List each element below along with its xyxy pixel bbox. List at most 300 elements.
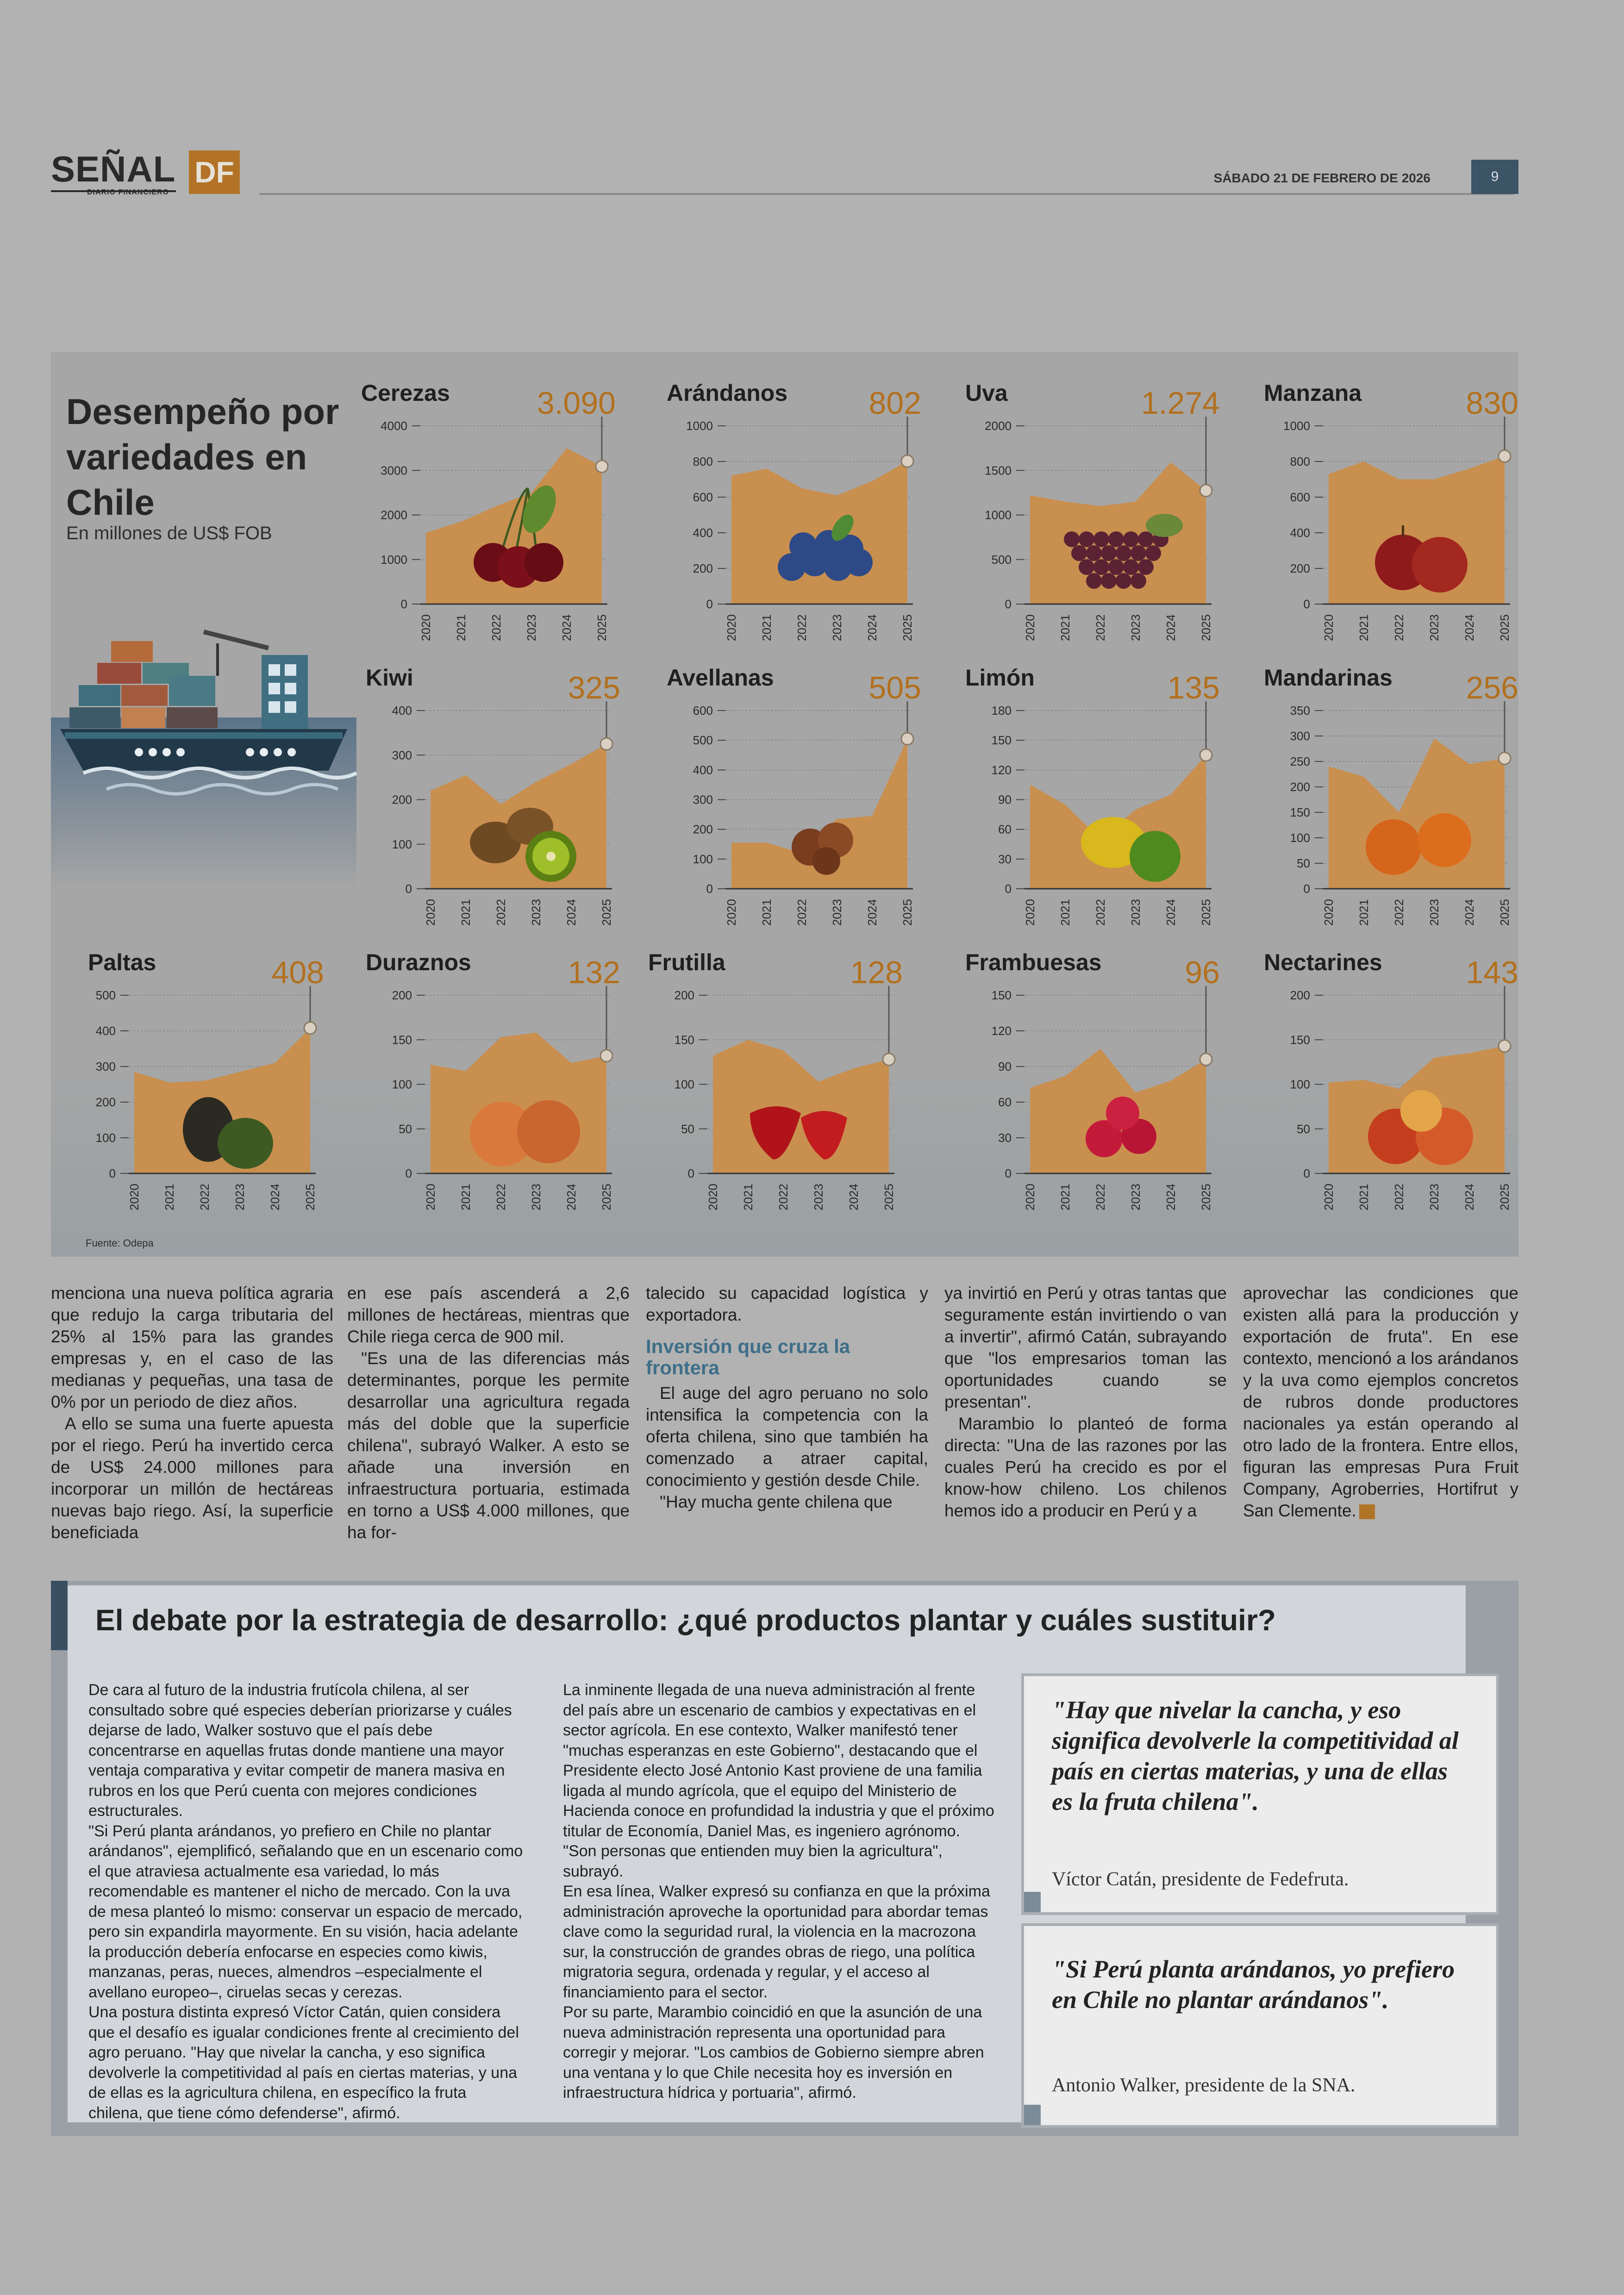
grape	[1108, 531, 1124, 547]
y-tick-label: 120	[991, 1024, 1012, 1038]
x-tick-label: 2022	[1392, 899, 1406, 926]
last-value-label: 3.090	[537, 386, 616, 421]
x-tick-label: 2024	[560, 614, 574, 641]
x-tick-label: 2024	[1462, 899, 1476, 926]
y-tick-label: 30	[998, 1131, 1012, 1145]
chart-frambuesas[interactable]	[965, 949, 1262, 1231]
x-tick-label: 2023	[529, 899, 543, 926]
y-tick-label: 100	[95, 1131, 116, 1145]
chart-title: Mandarinas	[1264, 665, 1393, 691]
y-tick-label: 600	[693, 704, 713, 717]
grape	[1131, 545, 1146, 561]
chart-svg	[366, 949, 662, 1231]
x-tick-label: 2024	[564, 1184, 578, 1210]
y-tick-label: 0	[1005, 1166, 1012, 1180]
x-tick-label: 2022	[776, 1184, 790, 1210]
quote-text: "Si Perú planta arándanos, yo prefiero en Chile no plantar arándanos".	[1052, 1955, 1455, 2014]
y-tick-label: 150	[991, 988, 1012, 1002]
y-tick-label: 0	[1303, 1166, 1310, 1180]
article-column-3	[646, 1282, 928, 1513]
chart-arandanos[interactable]	[667, 380, 963, 662]
y-tick-label: 250	[1290, 755, 1310, 768]
y-tick-label: 3000	[381, 463, 407, 478]
chart-limon[interactable]	[965, 664, 1262, 947]
x-tick-label: 2023	[830, 614, 844, 641]
y-tick-label: 200	[1290, 561, 1310, 575]
paragraph: Marambio lo planteó de forma directa: "Una de las razones por las cuales Perú ha crecido es por el know-how chileno. Los chilenos hemos ido a producir en Perú y a	[944, 1414, 1227, 1520]
last-value-marker[interactable]	[1499, 1040, 1511, 1052]
debate-box	[51, 1581, 1518, 2136]
peach	[517, 1100, 580, 1163]
chart-svg	[361, 380, 657, 662]
y-tick-label: 100	[693, 852, 713, 866]
chart-nectarines[interactable]	[1264, 949, 1560, 1231]
y-tick-label: 100	[674, 1077, 694, 1091]
debate-flag	[51, 1581, 68, 1650]
x-tick-label: 2020	[424, 1184, 437, 1210]
y-tick-label: 0	[687, 1166, 694, 1180]
x-tick-label: 2024	[1164, 1184, 1178, 1210]
avocado	[218, 1118, 273, 1169]
grape	[1093, 559, 1109, 575]
y-tick-label: 100	[1290, 1077, 1310, 1091]
chart-title: Avellanas	[667, 665, 774, 691]
last-value-marker[interactable]	[1499, 752, 1511, 764]
x-tick-label: 2021	[1058, 614, 1072, 641]
chart-svg	[366, 664, 662, 947]
paragraph-text: aprovechar las condiciones que existen allá para la producción y exportación de fruta". En ese contexto, mencionó a los arándanos y la uva como ejemplos concretos de rubros donde productores nacionales ya están operando al otro lado de la frontera. Entre ellos, figuran las empresas Pura Fruit Company, Agroberries, Hortifrut y San Clemente.	[1243, 1284, 1518, 1520]
blueberry	[789, 532, 817, 560]
chart-title: Frambuesas	[965, 949, 1102, 975]
x-tick-label: 2022	[494, 899, 508, 926]
apple-stem	[1402, 525, 1404, 537]
logo-text: SEÑAL	[51, 149, 176, 189]
x-tick-label: 2025	[1199, 899, 1213, 926]
x-tick-label: 2021	[459, 899, 473, 926]
grape	[1138, 559, 1154, 575]
x-tick-label: 2024	[865, 614, 879, 641]
x-tick-label: 2021	[1357, 1184, 1371, 1210]
last-value-label: 830	[1466, 386, 1518, 421]
x-tick-label: 2020	[1023, 1184, 1037, 1210]
paragraph: "Hay mucha gente chilena que	[660, 1492, 893, 1511]
chart-mandarinas[interactable]	[1264, 664, 1560, 947]
x-tick-label: 2020	[1322, 614, 1336, 641]
x-tick-label: 2024	[268, 1184, 282, 1210]
y-tick-label: 300	[392, 748, 412, 762]
chart-title: Nectarines	[1264, 949, 1382, 975]
x-tick-label: 2022	[1392, 614, 1406, 641]
y-tick-label: 2000	[985, 419, 1012, 433]
logo-badge[interactable]: DF	[189, 150, 240, 194]
y-tick-label: 800	[1290, 455, 1310, 468]
x-tick-label: 2022	[1093, 614, 1107, 641]
y-tick-label: 1500	[985, 463, 1012, 478]
x-tick-label: 2022	[1392, 1184, 1406, 1210]
y-tick-label: 200	[95, 1095, 116, 1109]
logo-subtitle: DIARIO FINANCIERO	[87, 188, 169, 196]
last-value-marker[interactable]	[600, 1050, 612, 1062]
y-tick-label: 0	[706, 597, 713, 611]
apple	[1412, 537, 1468, 592]
grape	[1116, 545, 1131, 561]
y-tick-label: 0	[405, 882, 412, 896]
chart-title: Kiwi	[366, 665, 413, 691]
area-series	[731, 461, 907, 604]
last-value-marker[interactable]	[1499, 450, 1511, 462]
last-value-marker[interactable]	[596, 461, 608, 473]
last-value-marker[interactable]	[304, 1022, 316, 1034]
x-tick-label: 2023	[1427, 1184, 1441, 1210]
x-tick-label: 2021	[1357, 614, 1371, 641]
y-tick-label: 100	[1290, 831, 1310, 845]
article-column-1	[51, 1282, 333, 1543]
y-tick-label: 100	[392, 1077, 412, 1091]
y-tick-label: 400	[95, 1024, 116, 1038]
debate-column-2	[563, 1680, 998, 2103]
y-tick-label: 1000	[686, 419, 713, 433]
x-tick-label: 2021	[1058, 899, 1072, 926]
x-tick-label: 2025	[900, 614, 914, 641]
last-value-marker[interactable]	[1200, 485, 1212, 497]
article-column-5	[1243, 1282, 1518, 1522]
quote-author: Antonio Walker, presidente de la SNA.	[1052, 2075, 1355, 2096]
y-tick-label: 60	[998, 822, 1012, 836]
y-tick-label: 180	[991, 704, 1012, 717]
y-tick-label: 4000	[381, 419, 407, 433]
last-value-label: 256	[1466, 670, 1518, 705]
mandarin	[1418, 813, 1471, 867]
grape	[1116, 573, 1131, 589]
y-tick-label: 200	[693, 561, 713, 575]
x-tick-label: 2022	[198, 1184, 212, 1210]
chart-title: Arándanos	[667, 380, 788, 406]
paragraph: De cara al futuro de la industria frutícola chilena, al ser consultado sobre qué especies deberían priorizarse y cuáles dejarse de lado, Walker sostuvo que el país debe concentrarse en aquellas frutas donde mantiene una mayor ventaja comparativa y evitar competir de manera masiva en rubros en los que Perú cuenta con mejores condiciones estructurales.	[88, 1681, 512, 1820]
grape	[1138, 531, 1154, 547]
paragraph: talecido su capacidad logística y exportadora.	[646, 1284, 928, 1324]
debate-column-1	[88, 1680, 524, 2123]
x-tick-label: 2020	[1023, 614, 1037, 641]
end-mark-icon	[1359, 1504, 1375, 1519]
cherry	[525, 543, 563, 582]
chart-title: Uva	[965, 380, 1008, 406]
chart-avellanas[interactable]	[667, 664, 963, 947]
x-tick-label: 2020	[127, 1184, 141, 1210]
x-tick-label: 2024	[1462, 1184, 1476, 1210]
y-tick-label: 30	[998, 852, 1012, 866]
x-tick-label: 2025	[900, 899, 914, 926]
x-tick-label: 2024	[847, 1184, 861, 1210]
y-tick-label: 50	[399, 1122, 412, 1136]
chart-svg	[69, 949, 366, 1231]
y-tick-label: 200	[1290, 780, 1310, 794]
chart-svg	[667, 380, 963, 662]
chart-cerezas[interactable]	[361, 380, 657, 662]
x-tick-label: 2023	[1129, 1184, 1143, 1210]
x-tick-label: 2025	[1498, 614, 1512, 641]
x-tick-label: 2024	[865, 899, 879, 926]
paragraph: "Si Perú planta arándanos, yo prefiero en Chile no plantar arándanos", ejemplificó, señalando que en un escenario como el que atraviesa actualmente esa variedad, lo más recomendable es mantener el nicho de mercado. Con la uva de mesa planteó lo mismo: conservar un espacio de mercado, pero sin expandirla mayormente. En su visión, hacia adelante la producción debería enfocarse en especies como kiwis, manzanas, peras, nueces, almendros –especialmente el avellano europeo–, ciruelas secas y cerezas.	[88, 1822, 523, 2001]
last-value-marker[interactable]	[1200, 749, 1212, 761]
paragraph: ya invirtió en Perú y otras tantas que seguramente están invirtiendo o van a invertir", afirmó Catán, subrayando que "los empresarios toman las oportunidades cuando se presentan".	[944, 1284, 1227, 1411]
quote-author: Víctor Catán, presidente de Fedefruta.	[1052, 1869, 1349, 1890]
x-tick-label: 2021	[741, 1184, 755, 1210]
x-tick-label: 2023	[529, 1184, 543, 1210]
y-tick-label: 400	[693, 526, 713, 540]
issue-date: SÁBADO 21 DE FEBRERO DE 2026	[1213, 171, 1430, 185]
y-tick-label: 500	[991, 552, 1012, 567]
x-tick-label: 2022	[494, 1184, 508, 1210]
x-tick-label: 2021	[760, 614, 774, 641]
x-tick-label: 2024	[1164, 614, 1178, 641]
x-tick-label: 2020	[1322, 899, 1336, 926]
x-tick-label: 2025	[1199, 1184, 1213, 1210]
y-tick-label: 50	[1297, 1122, 1310, 1136]
grape	[1086, 573, 1102, 589]
y-tick-label: 600	[1290, 490, 1310, 504]
infographic	[51, 352, 1518, 1257]
chart-svg	[648, 949, 944, 1231]
x-tick-label: 2023	[1427, 899, 1441, 926]
last-value-label: 128	[850, 955, 903, 990]
chart-title: Duraznos	[366, 949, 471, 975]
hazelnut	[812, 847, 840, 875]
ship-icon	[51, 611, 366, 889]
kiwi-core	[546, 852, 556, 861]
chart-svg	[1264, 380, 1560, 662]
x-tick-label: 2023	[233, 1184, 247, 1210]
chart-duraznos[interactable]	[366, 949, 662, 1231]
paragraph: A ello se suma una fuerte apuesta por el riego. Perú ha invertido cerca de US$ 24.000 millones para incorporar un millón de hectáreas nuevas bajo riego. Así, la superficie beneficiada	[51, 1414, 333, 1542]
x-tick-label: 2024	[1164, 899, 1178, 926]
y-tick-label: 400	[1290, 526, 1310, 540]
chart-title: Frutilla	[648, 949, 725, 975]
cargo-ship-illustration	[51, 611, 366, 889]
y-tick-label: 1000	[985, 508, 1012, 522]
infographic-subtitle: En millones de US$ FOB	[66, 523, 272, 543]
grape	[1123, 559, 1139, 575]
x-tick-label: 2025	[882, 1184, 896, 1210]
y-tick-label: 150	[1290, 1033, 1310, 1047]
x-tick-label: 2021	[1357, 899, 1371, 926]
chart-svg	[965, 664, 1262, 947]
chart-svg	[667, 664, 963, 947]
paragraph: "Es una de las diferencias más determinantes, porque les permite desarrollar una agricultura regada más del doble que la superficie chilena", subrayó Walker. A esto se añade una inversión en infraestructura portuaria, estimada en torno a US$ 4.000 millones, que ha for-	[347, 1349, 630, 1542]
y-tick-label: 1000	[381, 552, 407, 567]
last-value-marker[interactable]	[600, 738, 612, 750]
x-tick-label: 2023	[830, 899, 844, 926]
y-tick-label: 0	[706, 882, 713, 896]
chart-kiwi[interactable]	[366, 664, 662, 947]
x-tick-label: 2021	[1058, 1184, 1072, 1210]
x-tick-label: 2025	[600, 899, 613, 926]
y-tick-label: 500	[95, 988, 116, 1002]
chart-title: Manzana	[1264, 380, 1362, 406]
grape	[1101, 573, 1117, 589]
y-tick-label: 800	[693, 455, 713, 468]
paragraph: Una postura distinta expresó Víctor Catán, quien considera que el desafío es igualar condiciones frente al crecimiento del agro peruano. "Hay que nivelar la cancha, y eso significa devolverle la competitividad al país en ciertas materias, y una de ellas es la agricultura chilena, en específico la fruta chilena, que tiene cómo defenderse", afirmó.	[88, 2003, 519, 2122]
paragraph: El auge del agro peruano no solo intensifica la competencia con la oferta chilena, sino que también ha comenzado a atraer capital, conocimiento y gestión desde Chile.	[646, 1384, 928, 1490]
paragraph: La inminente llegada de una nueva administración al frente del país abre un escenario de cambios y expectativas en el sector agrícola. En ese contexto, Walker manifestó tener "muchas esperanzas en este Gobierno", destacando que el Presidente electo José Antonio Kast proviene de una familia ligada al mundo agrícola, que el equipo del Ministerio de Hacienda conoce en profundidad la industria y que el próximo titular de Economía, Daniel Mas, es ingeniero agrónomo. "Son personas que entienden muy bien la agricultura", subrayó.	[563, 1681, 994, 1880]
x-tick-label: 2024	[1462, 614, 1476, 641]
x-tick-label: 2022	[489, 614, 503, 641]
grape	[1086, 545, 1102, 561]
x-tick-label: 2025	[595, 614, 609, 641]
chart-title: Cerezas	[361, 380, 450, 406]
x-tick-label: 2020	[725, 614, 738, 641]
last-value-label: 132	[568, 955, 620, 990]
x-tick-label: 2020	[706, 1184, 720, 1210]
y-tick-label: 200	[1290, 988, 1310, 1002]
raspberry	[1106, 1097, 1139, 1130]
x-tick-label: 2021	[459, 1184, 473, 1210]
chart-frutilla[interactable]	[648, 949, 944, 1231]
grape	[1079, 531, 1094, 547]
x-tick-label: 2020	[1322, 1184, 1336, 1210]
y-tick-label: 150	[392, 1033, 412, 1047]
header-rule	[259, 193, 1514, 195]
chart-title: Limón	[965, 665, 1035, 691]
paragraph: en ese país ascenderá a 2,6 millones de hectáreas, mientras que Chile riega cerca de 900 mil.	[347, 1284, 630, 1346]
chart-manzana[interactable]	[1264, 380, 1560, 662]
x-tick-label: 2021	[454, 614, 468, 641]
y-tick-label: 200	[392, 792, 412, 807]
last-value-label: 96	[1185, 955, 1220, 990]
grape	[1071, 545, 1087, 561]
y-tick-label: 0	[1303, 597, 1310, 611]
y-tick-label: 200	[392, 988, 412, 1002]
grape	[1131, 573, 1146, 589]
y-tick-label: 300	[1290, 729, 1310, 743]
y-tick-label: 300	[95, 1060, 116, 1073]
article-column-2	[347, 1282, 630, 1543]
y-tick-label: 600	[693, 490, 713, 504]
x-tick-label: 2021	[760, 899, 774, 926]
paragraph: En esa línea, Walker expresó su confianza en que la próxima administración aproveche la oportunidad para abordar temas clave como la seguridad rural, la violencia en la macrozona sur, la construcción de grandes obras de riego, una política migratoria segura, ordenada y regular, y el acceso al financiamiento para el sector.	[563, 1883, 990, 2001]
last-value-label: 325	[568, 670, 620, 705]
pull-quote-walker	[1021, 1923, 1499, 2128]
x-tick-label: 2020	[424, 899, 437, 926]
x-tick-label: 2020	[725, 899, 738, 926]
y-tick-label: 150	[991, 733, 1012, 748]
source-note: Fuente: Odepa	[86, 1237, 154, 1249]
grape	[1108, 559, 1124, 575]
leaf	[1146, 514, 1183, 537]
x-tick-label: 2023	[812, 1184, 825, 1210]
x-tick-label: 2023	[1129, 899, 1143, 926]
grape	[1079, 559, 1094, 575]
y-tick-label: 0	[1005, 597, 1012, 611]
last-value-label: 802	[868, 386, 921, 421]
x-tick-label: 2023	[525, 614, 538, 641]
quote-text: "Hay que nivelar la cancha, y eso significa devolverle la competitividad al país en ciertas materias, y una de ellas es la fruta chilena".	[1052, 1696, 1459, 1815]
y-tick-label: 400	[693, 763, 713, 777]
x-tick-label: 2021	[162, 1184, 176, 1210]
y-tick-label: 50	[681, 1122, 694, 1136]
x-tick-label: 2020	[1023, 899, 1037, 926]
x-tick-label: 2024	[564, 899, 578, 926]
chart-uva[interactable]	[965, 380, 1262, 662]
grape	[1145, 545, 1161, 561]
debate-title: El debate por la estrategia de desarrollo: ¿qué productos plantar y cuáles sustituir?	[95, 1603, 1276, 1637]
x-tick-label: 2025	[1199, 614, 1213, 641]
grape	[1101, 545, 1117, 561]
x-tick-label: 2022	[795, 899, 809, 926]
last-value-marker[interactable]	[901, 455, 913, 467]
y-tick-label: 400	[392, 704, 412, 717]
last-value-marker[interactable]	[901, 733, 913, 745]
y-tick-label: 200	[693, 822, 713, 836]
x-tick-label: 2025	[1498, 1184, 1512, 1210]
y-tick-label: 90	[998, 792, 1012, 807]
x-tick-label: 2022	[1093, 1184, 1107, 1210]
y-tick-label: 150	[1290, 805, 1310, 819]
y-tick-label: 0	[1005, 882, 1012, 896]
x-tick-label: 2025	[600, 1184, 613, 1210]
chart-title: Paltas	[88, 949, 156, 975]
chart-svg	[1264, 949, 1560, 1231]
last-value-label: 135	[1167, 670, 1220, 705]
debate-panel	[68, 1585, 1466, 2122]
y-tick-label: 90	[998, 1060, 1012, 1073]
y-tick-label: 350	[1290, 704, 1310, 717]
grape	[1064, 531, 1080, 547]
nectarine	[1400, 1090, 1442, 1132]
paragraph	[1243, 1282, 1518, 1522]
grape	[1123, 531, 1139, 547]
last-value-label: 1.274	[1141, 386, 1220, 421]
y-tick-label: 0	[405, 1166, 412, 1180]
quote-corner-mark	[1024, 1892, 1041, 1912]
y-tick-label: 60	[998, 1095, 1012, 1109]
area-series	[713, 1040, 889, 1173]
y-tick-label: 50	[1297, 856, 1310, 870]
x-tick-label: 2025	[1498, 899, 1512, 926]
x-tick-label: 2022	[1093, 899, 1107, 926]
chart-paltas[interactable]	[69, 949, 366, 1231]
y-tick-label: 0	[109, 1166, 116, 1180]
paragraph: menciona una nueva política agraria que redujo la carga tributaria del 25% al 15% para las grandes empresas y, en el caso de las medianas y pequeñas, una tasa de 0% por un periodo de diez años.	[51, 1284, 333, 1411]
quote-corner-mark	[1024, 2105, 1041, 2125]
x-tick-label: 2025	[303, 1184, 317, 1210]
article-column-4	[944, 1282, 1227, 1522]
section-subhead: Inversión que cruza la frontera	[646, 1335, 850, 1378]
last-value-label: 408	[271, 955, 324, 990]
mandarin	[1366, 819, 1421, 875]
y-tick-label: 100	[392, 837, 412, 851]
pull-quote-catan	[1021, 1673, 1499, 1915]
x-tick-label: 2020	[419, 614, 433, 641]
chart-svg	[965, 949, 1262, 1231]
chart-svg	[965, 380, 1262, 662]
y-tick-label: 150	[674, 1033, 694, 1047]
last-value-label: 143	[1466, 955, 1518, 990]
infographic-title: Desempeño por variedades en Chile	[66, 391, 339, 523]
x-tick-label: 2023	[1129, 614, 1143, 641]
y-tick-label: 0	[1303, 882, 1310, 896]
y-tick-label: 500	[693, 733, 713, 748]
last-value-marker[interactable]	[1200, 1054, 1212, 1066]
page-number: 9	[1471, 160, 1518, 194]
article-body	[51, 1282, 1518, 1542]
y-tick-label: 300	[693, 792, 713, 807]
masthead	[51, 150, 1518, 206]
last-value-marker[interactable]	[883, 1054, 895, 1066]
y-tick-label: 1000	[1283, 419, 1310, 433]
y-tick-label: 200	[674, 988, 694, 1002]
x-tick-label: 2023	[1427, 614, 1441, 641]
y-tick-label: 0	[400, 597, 407, 611]
